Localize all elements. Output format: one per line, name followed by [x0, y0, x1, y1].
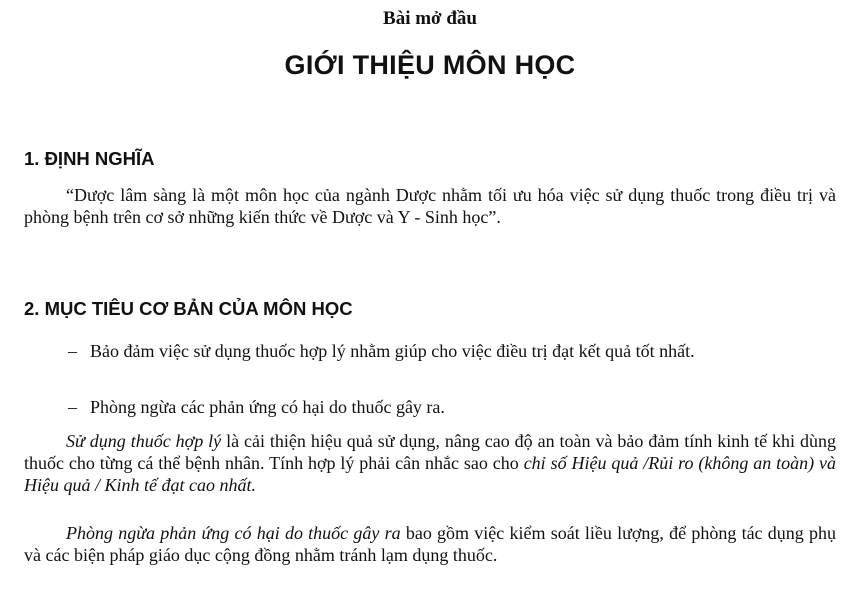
definition-paragraph: “Dược lâm sàng là một môn học của ngành Dược nhằm tối ưu hóa việc sử dụng thuốc trong điều trị và phòng bệnh trên cơ sở những kiến thức về Dược và Y - Sinh học”. [24, 185, 836, 227]
rational-use-index: chỉ số Hiệu quả /Rủi ro (không an toàn) và Hiệu quả / Kinh tế đạt cao nhất. [24, 453, 836, 495]
section-heading-definition: 1. ĐỊNH NGHĨA [24, 148, 155, 169]
section-heading-objectives: 2. MỤC TIÊU CƠ BẢN CỦA MÔN HỌC [24, 298, 353, 319]
objective-text: Phòng ngừa các phản ứng có hại do thuốc gây ra. [90, 397, 445, 417]
prevention-paragraph [24, 522, 836, 566]
rational-use-paragraph [24, 430, 836, 496]
objective-item-1 [66, 340, 836, 362]
objective-item-2 [66, 396, 836, 418]
objective-text: Bảo đảm việc sử dụng thuốc hợp lý nhằm giúp cho việc điều trị đạt kết quả tốt nhất. [90, 341, 695, 361]
bullet-dash: – [68, 341, 77, 361]
page-title: GIỚI THIỆU MÔN HỌC [284, 50, 576, 80]
bullet-dash: – [68, 397, 77, 417]
rational-use-text: là cải thiện hiệu quả sử dụng, nâng cao độ an toàn và bảo đảm tính kinh tế khi dùng thuốc cho từng cá thể bệnh nhân. Tính hợp lý phải cân nhắc sao cho [24, 431, 836, 473]
prevention-term: Phòng ngừa phản ứng có hại do thuốc gây ra [66, 523, 401, 543]
lesson-label: Bài mở đầu [383, 8, 477, 29]
prevention-text: bao gồm việc kiểm soát liều lượng, để phòng tác dụng phụ và các biện pháp giáo dục cộng đồng nhằm tránh lạm dụng thuốc. [24, 523, 836, 565]
rational-use-term: Sử dụng thuốc hợp lý [66, 431, 222, 451]
